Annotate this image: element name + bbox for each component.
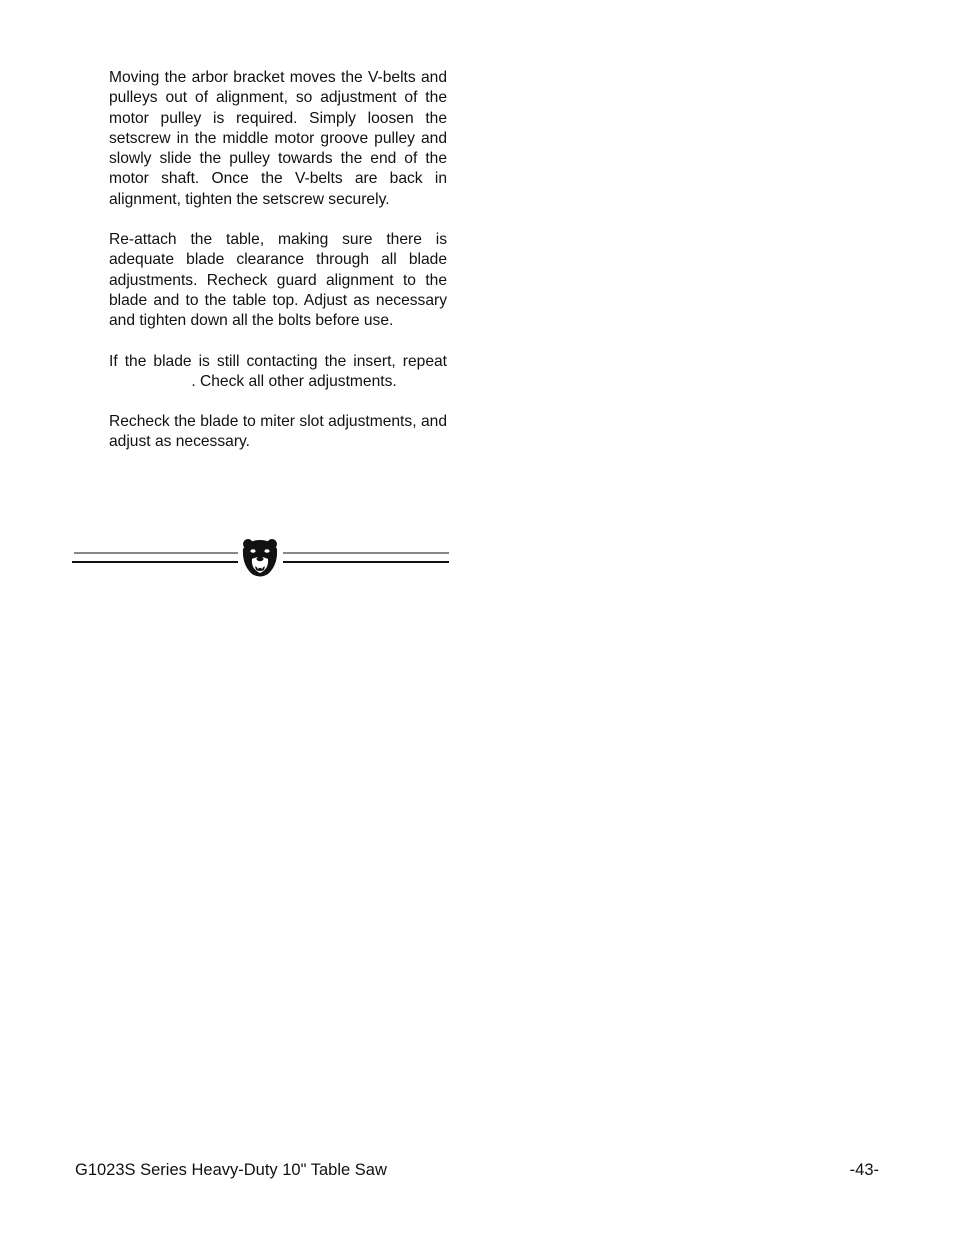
footer-manual-title: G1023S Series Heavy-Duty 10" Table Saw xyxy=(75,1161,387,1179)
paragraph-blade-contact: If the blade is still contacting the insert, repeat . Check all other adjustments. xyxy=(109,352,447,390)
divider-lines xyxy=(72,536,449,578)
paragraph-recheck-miter: Recheck the blade to miter slot adjustments, and adjust as necessary. xyxy=(109,413,447,451)
footer-page-number: -43- xyxy=(849,1161,879,1179)
paragraph-motor-pulley: Moving the arbor bracket moves the V-belts and pulleys out of alignment, so adjustment of the motor pulley is required. Simply loosen the setscrew in the middle motor groove pulley and slowly slide the pulley towards the end of the motor shaft. Once the V-belts are back in alignment, tighten the setscrew securely. xyxy=(109,69,447,208)
bear-head-icon xyxy=(243,539,277,577)
body-text-column xyxy=(109,68,447,453)
section-divider xyxy=(72,536,449,578)
paragraph-reattach-table: Re-attach the table, making sure there is adequate blade clearance through all blade adjustments. Recheck guard alignment to the blade and to the table top. Adjust as necessary and tighten down all the bolts before use. xyxy=(109,231,447,330)
